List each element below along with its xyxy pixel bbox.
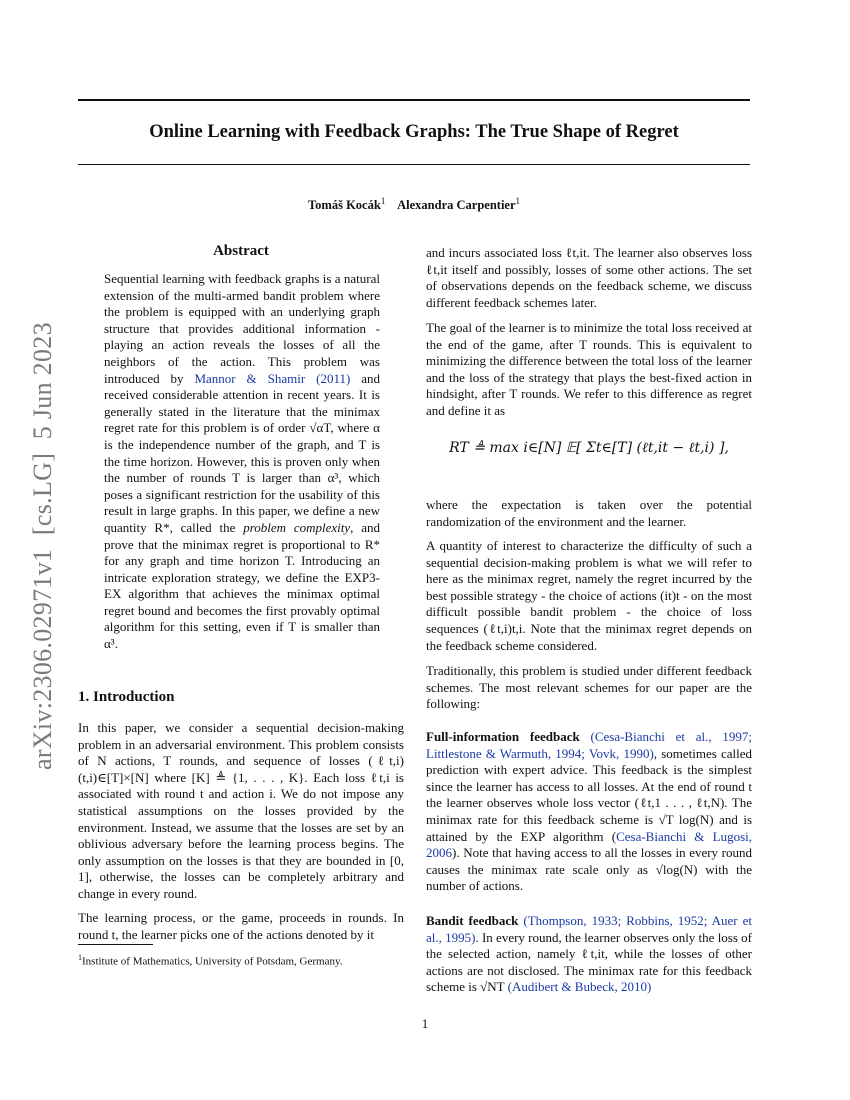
bandit-heading: Bandit feedback [426, 913, 519, 928]
arxiv-stamp: arXiv:2306.02971v1 [cs.LG] 5 Jun 2023 [28, 322, 57, 770]
intro-paragraph: In this paper, we consider a sequential decision-making problem in an adversarial environment. This problem consists of N actions, T rounds, and sequence of losses (ℓt,i)(t,i)∈[T]×[N] where [K] ≜ {1, . . . , K}. Each loss ℓt,i is associated with round t and action i. We do not impose any statistical assumptions on the losses provided by the environment. Instead, we assume that the losses are set by an oblivious adversary before the learning process begins. The only assumption on the losses is that they are bounded in [0, 1], otherwise, the losses can be completely arbitrary and change in every round. [78, 720, 404, 901]
full-info-paragraph [426, 729, 752, 895]
full-info-heading: Full-information feedback [426, 729, 580, 744]
full-info-text: ). Note that having access to all the losses in every round causes the minimax rate scale only as √log(N) with the number of actions. [426, 845, 752, 894]
abstract-text: Sequential learning with feedback graphs is a natural extension of the multi-armed bandit problem where the problem is equipped with an underlying graph structure that provides additional information - playing an action reveals the losses of all the neighbors of the action. This problem was introduced by [104, 271, 380, 386]
author-list [78, 196, 750, 213]
author-name: Tomáš Kocák [307, 198, 381, 213]
citation-year[interactable]: (2011) [316, 370, 351, 386]
footnote-rule [78, 944, 153, 945]
abstract-text: , and prove that the minimax regret is proportional to R* for any graph and time horizon T. Introducing an intricate exploration strategy, we define the EXP3-EX algorithm that achieves the minimax optimal regret bound and becomes the first provably optimal algorithm for this setting, even if T is smaller than α³. [104, 519, 380, 652]
body-paragraph: and incurs associated loss ℓt,it. The learner also observes loss ℓt,it itself and possibly, losses of some other actions. The set of observations depends on the feedback scheme, we discuss different feedback schemes later. [426, 245, 752, 310]
body-paragraph: Traditionally, this problem is studied under different feedback schemes. The most relevant schemes for our paper are the following: [426, 663, 752, 712]
bandit-text: . In every round, the learner observes only the loss of the selected action, namely ℓt,it, while the losses of other actions are not disclosed. The minimax rate for this feedback scheme is √NT [426, 929, 752, 995]
footnote-text: Institute of Mathematics, University of Potsdam, Germany. [82, 955, 343, 968]
abstract-body [104, 271, 380, 653]
footnote-mark: 1 [78, 953, 82, 962]
intro-paragraph: The learning process, or the game, proceeds in rounds. In round t, the learner picks one of the actions denoted by it [78, 910, 404, 942]
citation-link[interactable]: (Cesa-Bianchi et al., 1997; Littlestone & Warmuth, 1994; Vovk, 1990) [426, 729, 752, 761]
title-rule [78, 164, 750, 165]
regret-equation: RT ≜ max i∈[N] 𝔼[ Σt∈[T] (ℓt,it − ℓt,i) ], [449, 440, 729, 456]
page-number: 1 [421, 1016, 429, 1031]
top-rule [78, 99, 750, 101]
abstract-heading: Abstract [213, 243, 269, 259]
section-heading: 1. Introduction [78, 689, 175, 705]
footnote [78, 953, 343, 968]
citation-link[interactable]: (Audibert & Bubeck, 2010) [507, 979, 652, 995]
author-name: Alexandra Carpentier [397, 198, 516, 213]
affiliation-mark: 1 [515, 196, 521, 206]
abstract-text: and received considerable attention in recent years. It is generally stated in the literature that the minimax regret rate for this problem is of order √αT, where α is the independence number of the graph, and T is the time horizon. However, this is proven only when the number of rounds T is larger than α³, which poses a significant restriction for the usability of this result in large graphs. In this paper, we define a new quantity R*, called the [104, 370, 381, 535]
citation-link[interactable]: (Thompson, 1933; Robbins, 1952; Auer et al., 1995) [426, 913, 752, 945]
paper-title: Online Learning with Feedback Graphs: The True Shape of Regret [149, 122, 679, 142]
body-paragraph: The goal of the learner is to minimize the total loss received at the end of the game, after T rounds. This is equivalent to minimizing the difference between the total loss of the learner and the loss of the strategy that plays the best-fixed action in hindsight, after T rounds. We refer to this difference as regret and define it as [426, 320, 752, 418]
abstract-term: problem complexity [243, 519, 351, 535]
full-info-text: , sometimes called prediction with expert advice. This feedback is the simplest since the learner has access to all losses. At the end of round t the learner observes whole loss vector (ℓt,1 . . . , ℓt,N). The minimax rate for this feedback scheme is √T log(N) and is attained by the EXP algorithm ( [426, 745, 753, 844]
bandit-paragraph [426, 913, 752, 996]
citation-link[interactable]: Mannor & Shamir [194, 370, 306, 386]
body-paragraph: where the expectation is taken over the potential randomization of the environment and the learner. [426, 497, 752, 529]
citation-link[interactable]: Cesa-Bianchi & Lugosi, 2006 [426, 828, 752, 861]
affiliation-mark: 1 [380, 196, 386, 206]
body-paragraph: A quantity of interest to characterize the difficulty of such a sequential decision-making problem is what we will refer to here as the minimax regret, namely the regret incurred by the best possible strategy - the choice of actions (it)t - on the most difficult possible bandit problem - the choice of loss sequences (ℓt,i)t,i. Note that the minimax regret depends on the feedback scheme considered. [426, 538, 752, 653]
